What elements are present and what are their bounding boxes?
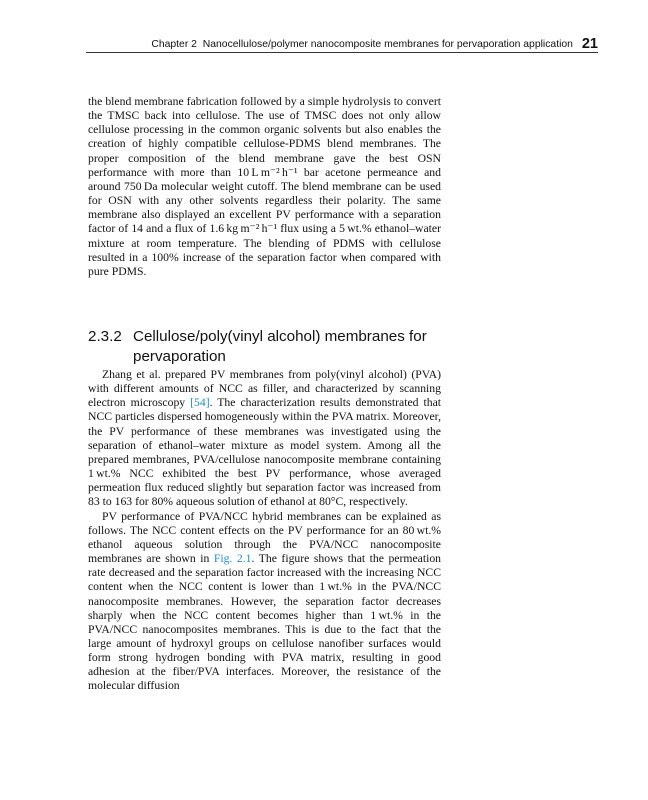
paragraph-pv-text: PV performance of PVA/NCC hybrid membranes can be explained as follows. The NCC content effects on the PV performance for an 80 wt.% ethanol aqueous solution through the PVA/NCC nanocomposite membranes are shown in — [88, 509, 441, 566]
paragraph-zhang-text: Zhang et al. prepared PV membranes from poly(vinyl alcohol) (PVA) with different amounts of NCC as filler, and characterized by scanning electron microscopy — [88, 368, 441, 410]
citation-link[interactable]: [54] — [190, 396, 210, 410]
body-text-top — [88, 95, 441, 279]
body-text-section — [88, 368, 441, 694]
running-head-chapter: Chapter 2 — [151, 39, 197, 50]
paragraph-continued: the blend membrane fabrication followed by a simple hydrolysis to convert the TMSC back into cellulose. The use of TMSC does not only allow cellulose processing in the common organic solvents but also enables the creation of highly compatible cellulose-PDMS blend membranes. The proper composition of the blend membrane gave the best OSN performance with more than 10 L m⁻² h⁻¹ bar acetone permeance and around 750 Da molecular weight cutoff. The blend membrane can be used for OSN with any other solvents regardless their polarity. The same membrane also displayed an excellent PV performance with a separation factor of 14 and a flux of 1.6 kg m⁻² h⁻¹ flux using a 5 wt.% ethanol–water mixture at room temperature. The blending of PDMS with cellulose resulted in a 100% increase of the separation factor when compared with pure PDMS. — [88, 95, 441, 278]
figure-link[interactable]: Fig. 2.1 — [213, 552, 252, 566]
paragraph-zhang-text-cont: . The characterization results demonstrated that NCC particles dispersed homogeneously within the PVA matrix. Moreover, the PV performance of these membranes was investigated using the separation of ethanol–water mixture as model system. Among all the prepared membranes, PVA/cellulose nanocomposite membrane containing 1 wt.% NCC exhibited the best PV performance, whose averaged permeation flux reduced slightly but separation factor was increased from 83 to 163 for 80% aqueous solution of ethanol at 80°C, respectively. — [88, 396, 441, 509]
paragraph-pv-text-cont: . The figure shows that the permeation rate decreased and the separation factor increased with the increasing NCC content when the NCC content is lower than 1 wt.% in the PVA/NCC nanocomposite membranes. However, the separation factor decreases sharply when the NCC content becomes higher than 1 wt.% in the PVA/NCC nanocomposites membranes. This is due to the fact that the large amount of hydroxyl groups on cellulose nanofiber surfaces would form strong hydrogen bonding with PVA matrix, resulting in good adhesion at the fiber/PVA interfaces. Moreover, the resistance of the molecular diffusion — [88, 552, 442, 693]
section-title-line1: Cellulose/poly(vinyl alcohol) membranes for — [133, 328, 427, 345]
paragraph-pv-performance — [88, 510, 441, 694]
running-head — [86, 36, 598, 52]
section-heading — [88, 327, 458, 367]
section-title-line2: pervaporation — [133, 348, 226, 365]
section-number: 2.3.2 — [88, 328, 122, 345]
paragraph-zhang — [88, 368, 441, 510]
header-rule — [86, 52, 598, 53]
running-head-title: Nanocellulose/polymer nanocomposite membranes for pervaporation application — [202, 39, 573, 50]
page-number: 21 — [581, 36, 598, 52]
